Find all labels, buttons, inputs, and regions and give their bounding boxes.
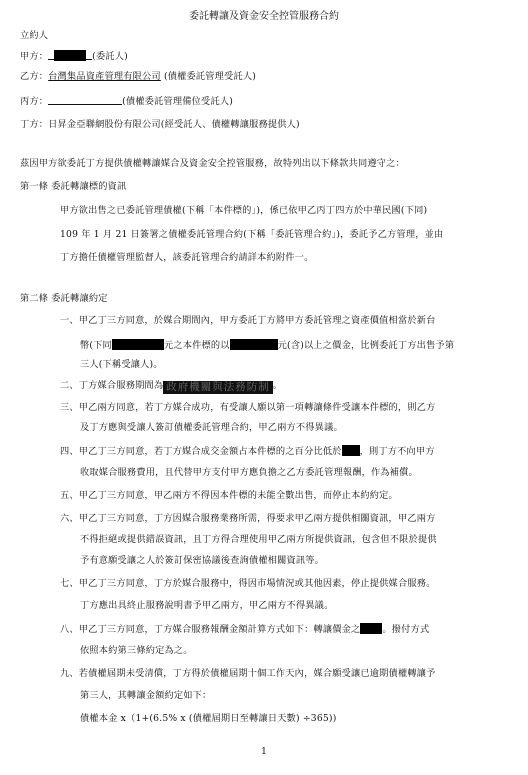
clause-5-line: 五、甲乙丁三方同意，甲乙兩方不得因本件標的未能全數出售，而停止本約約定。 xyxy=(60,490,398,501)
article-1-line: 丁方擔任債權管理監督人，該委託管理合約請詳本約附件一。 xyxy=(60,252,314,263)
page-number: 1 xyxy=(261,747,267,757)
clause-6-line: 不得拒絕或提供錯誤資訊，且丁方得合理使用甲乙兩方所提供資訊，包含但不限於提供 xyxy=(80,534,437,545)
redaction-block xyxy=(230,339,278,350)
article-1-line: 甲方欲出售之已委託管理債權(下稱「本件標的」)，係已依甲乙丙丁四方於中華民國(下同) xyxy=(60,205,428,216)
redaction-block xyxy=(54,50,86,61)
clause-2-line xyxy=(60,380,282,394)
intro-paragraph: 茲因甲方欲委託丁方提供債權轉讓媒合及資金安全控管服務，故特列出以下條款共同遵守之： xyxy=(20,158,405,169)
party-a-line xyxy=(20,50,128,63)
party-b-role: (債權委託管理受託人) xyxy=(160,71,257,82)
watermark-stamp: 政府機關與法務防制 xyxy=(163,381,273,394)
article-2-heading: 第二條 委託轉讓約定 xyxy=(20,293,108,304)
clause-4-text: ，則丁方不向甲方 xyxy=(359,446,435,457)
clause-1-text: 元之本件標的以 xyxy=(163,340,230,351)
clause-6-line: 予有意願受讓之人於簽訂保密協議後查詢債權相關資訊等。 xyxy=(80,555,325,566)
clause-4-line: 收取媒合服務費用，且代替甲方支付甲方應負擔之乙方委託管理報酬，作為補償。 xyxy=(80,467,418,478)
redaction-block xyxy=(360,623,382,634)
party-c-prefix: 丙方： xyxy=(20,96,49,107)
party-b-line xyxy=(20,71,256,83)
clause-7-line: 七、甲乙丁三方同意，丁方於媒合服務中，得因市場情況或其他因素，停止提供媒合服務。 xyxy=(60,578,436,589)
transfer-amount-formula: 債權本金 x（1+(6.5% x (債權屆期日至轉讓日天數) ÷365)) xyxy=(80,713,337,724)
clause-8-text: 。撥付方式 xyxy=(382,624,430,635)
party-a-suffix: (委託人) xyxy=(92,51,128,62)
clause-1-line: 三人(下稱受讓人)。 xyxy=(80,359,163,370)
clause-1-line xyxy=(80,339,454,352)
party-a-prefix: 甲方： xyxy=(20,51,49,62)
redaction-block xyxy=(112,339,164,350)
clause-9-line: 九、若債權屆期未受清償，丁方得於債權屆期十個工作天內，媒合願受讓已逾期債權轉讓予 xyxy=(60,668,436,679)
clause-1-line: 一、甲乙丁三方同意，於媒合期間內，甲方委託丁方將甲方委託管理之資產價值相當於新台 xyxy=(60,315,436,326)
clause-1-text: 幣(下同 xyxy=(80,340,112,351)
party-b-name: 台灣集品資產管理有限公司 xyxy=(48,71,161,82)
article-1-line: 109 年 1 月 21 日簽署之債權委託管理合約(下稱「委託管理合約」)，委託予乙方管理，並由 xyxy=(60,229,444,240)
redaction-block xyxy=(342,445,360,456)
clause-6-line: 六、甲乙丁三方同意，丁方因媒合服務業務所需，得要求甲乙兩方提供相關資訊，甲乙兩方 xyxy=(60,513,436,524)
clause-3-line: 三、甲乙兩方同意，若丁方媒合成功，有受讓人願以第一項轉讓條件受讓本件標的，則乙方 xyxy=(60,402,436,413)
clause-8-line: 依照本約第三條約定為之。 xyxy=(80,645,193,656)
clause-8-line xyxy=(60,623,429,636)
clause-7-line: 丁方應出具終止服務說明書予甲乙兩方，甲乙兩方不得異議。 xyxy=(80,600,334,611)
party-c-blank xyxy=(48,95,122,105)
parties-heading: 立約人 xyxy=(20,30,49,41)
clause-3-line: 及丁方應與受讓人簽訂債權委託管理合約，甲乙兩方不得異議。 xyxy=(80,422,343,433)
article-1-heading: 第一條 委託轉讓標的資訊 xyxy=(20,181,127,192)
document-title: 委託轉讓及資金安全控管服務合約 xyxy=(189,11,339,22)
clause-2-text: 二、丁方媒合服務期間為 xyxy=(60,380,164,391)
party-c-role: (債權委託管理備位受託人) xyxy=(122,96,234,107)
clause-4-text: 四、甲乙丁三方同意，若丁方媒合成交金額占本件標的之百分比低於 xyxy=(60,446,342,457)
clause-9-line: 第三人，其轉讓金額約定如下： xyxy=(80,690,212,701)
party-c-line xyxy=(20,95,233,108)
clause-1-text: 元(含)以上之價金，比例委託丁方出售予第 xyxy=(277,340,455,351)
clause-2-text: 。 xyxy=(272,380,283,391)
party-d-line: 丁方：日昇金亞聯網股份有限公司(經受託人、債權轉讓服務提供人) xyxy=(20,119,300,130)
clause-4-line xyxy=(60,445,435,458)
party-b-prefix: 乙方： xyxy=(20,71,49,82)
clause-8-text: 八、甲乙丁三方同意，丁方媒合服務報酬金額計算方式如下：轉讓價金之 xyxy=(60,624,361,635)
